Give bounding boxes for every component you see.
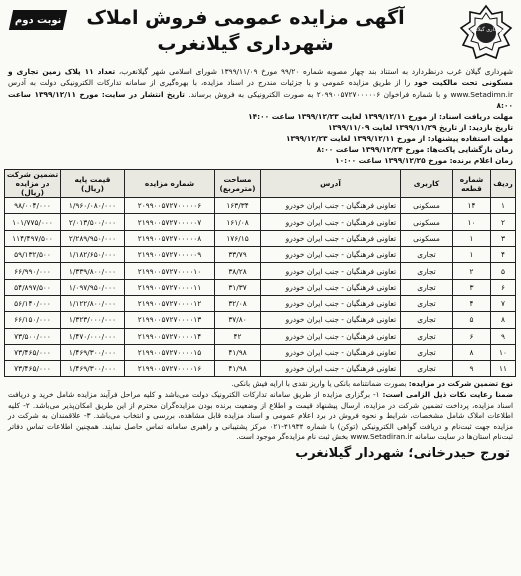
table-cell: ۴۱/۹۸: [215, 344, 261, 360]
table-cell: ۵۴/۸۹۷/۵۰۰: [5, 279, 61, 295]
table-cell: ۴۱/۹۸: [215, 361, 261, 377]
table-cell: مسکونی: [401, 230, 453, 246]
table-cell: ۷۳/۴۶۵/۰۰۰: [5, 344, 61, 360]
date-line: مهلت استفاده پیشنهاد: از مورخ ۱۳۹۹/۱۲/۱۱ لغایت ۱۳۹۹/۱۲/۲۳: [285, 134, 513, 144]
col-header: کاربری: [401, 170, 453, 198]
col-header: شماره قطعه: [453, 170, 491, 198]
table-row: [5, 312, 516, 328]
round-badge: نوبت دوم: [9, 10, 67, 30]
header: [5, 4, 516, 66]
col-header: شماره مزایده: [125, 170, 215, 198]
table-cell: ۳۳/۷۹: [215, 247, 261, 263]
table-cell: تعاونی فرهنگیان - جنب ایران خودرو: [261, 295, 401, 311]
table-cell: ۷۳/۴۶۵/۰۰۰: [5, 361, 61, 377]
note-guarantee: نوع تضمین شرکت در مزایده: بصورت ضمانتنامه بانکی یا واریز نقدی با ارایه فیش بانکی.: [231, 379, 513, 389]
date-line: زمان اعلام برنده: مورخ ۱۳۹۹/۱۲/۲۵ ساعت ۱۰:۰۰: [335, 156, 513, 166]
intro-text-2: تعداد ۱۱ پلاک زمین تجاری و مسکونی تحت مالکیت خود: [8, 67, 513, 88]
table-cell: تعاونی فرهنگیان - جنب ایران خودرو: [261, 230, 401, 246]
table-cell: ۲۱۹۹۰۰۵۷۲۷۰۰۰۰۱۶: [125, 361, 215, 377]
table-cell: ۲۱۹۹۰۰۵۷۲۷۰۰۰۰۱۱: [125, 279, 215, 295]
col-header: تضمین شرکت در مزایده (ریال): [5, 170, 61, 198]
table-cell: ۷۳/۵۰۰/۰۰۰: [5, 328, 61, 344]
table-cell: تجاری: [401, 312, 453, 328]
table-cell: ۶۶/۹۹۰/۰۰۰: [5, 263, 61, 279]
col-header: مساحت (مترمربع): [215, 170, 261, 198]
table-cell: ۲: [491, 214, 516, 230]
table-cell: ۱۰۱/۷۷۵/۰۰۰: [5, 214, 61, 230]
date-line: مهلت دریافت اسناد: از مورخ ۱۳۹۹/۱۲/۱۱ لغایت ۱۳۹۹/۱۲/۲۳ ساعت ۱۴:۰۰: [248, 112, 513, 122]
table-row: [5, 361, 516, 377]
intro-text-3: را از طریق مزایده عمومی و با جزئیات مندرج در اسناد مزایده، با بهره‌گیری از سامانه تدارکات الکترونیکی دولت به آدرس www.Setadimn.ir و با شماره فراخوان ۲۰۹۹۰۰۵۷۲۷۰۰۰۰۰۶ به صورت الکترونیکی به فروش برساند.: [8, 78, 513, 99]
table-cell: ۱/۱۸۲/۶۵۰/۰۰۰: [61, 247, 125, 263]
table-cell: ۱/۴۶۹/۳۰۰/۰۰۰: [61, 344, 125, 360]
notes-block: [8, 379, 513, 443]
table-cell: ۱/۴۶۹/۳۰۰/۰۰۰: [61, 361, 125, 377]
logo-text: شهرداری گیلانغرب: [466, 27, 506, 33]
col-header: آدرس: [261, 170, 401, 198]
table-cell: ۶۶/۱۵۰/۰۰۰: [5, 312, 61, 328]
table-cell: تجاری: [401, 361, 453, 377]
table-cell: ۳: [491, 230, 516, 246]
table-cell: تجاری: [401, 247, 453, 263]
table-row: [5, 230, 516, 246]
table-cell: ۱۴: [453, 198, 491, 214]
table-cell: تعاونی فرهنگیان - جنب ایران خودرو: [261, 279, 401, 295]
table-cell: ۳۷/۸۰: [215, 312, 261, 328]
table-row: [5, 328, 516, 344]
table-cell: ۲۱۹۹۰۰۵۷۲۷۰۰۰۰۱۳: [125, 312, 215, 328]
table-cell: ۱۶۱/۰۸: [215, 214, 261, 230]
table-cell: ۱۱۴/۴۹۷/۵۰۰: [5, 230, 61, 246]
table-cell: ۱: [453, 230, 491, 246]
table-cell: تجاری: [401, 295, 453, 311]
table-cell: تجاری: [401, 279, 453, 295]
table-cell: ۱: [491, 198, 516, 214]
table-row: [5, 263, 516, 279]
table-cell: ۵۹/۱۳۲/۵۰۰: [5, 247, 61, 263]
table-cell: ۱/۴۷۰/۰۰۰/۰۰۰: [61, 328, 125, 344]
table-cell: تعاونی فرهنگیان - جنب ایران خودرو: [261, 214, 401, 230]
table-cell: ۱/۳۳۹/۸۰۰/۰۰۰: [61, 263, 125, 279]
table-cell: ۲۱۹۹۰۰۵۷۲۷۰۰۰۰۰۷: [125, 214, 215, 230]
table-cell: ۳۱/۳۷: [215, 279, 261, 295]
table-cell: ۲۱۹۹۰۰۵۷۲۷۰۰۰۰۱۵: [125, 344, 215, 360]
dates-block: [8, 111, 513, 166]
page-subtitle: شهرداری گیلانغرب: [157, 33, 334, 55]
intro-text-4: تاریخ انتشار در سایت: مورخ ۱۳۹۹/۱۲/۱۱ ساعت ۸:۰۰: [8, 89, 513, 110]
intro-text-1: شهرداری گیلان غرب درنظردارد به استناد بند چهار مصوبه شماره ۹۹/۲۰ مورخ ۱۳۹۹/۱۱/۰۹ شورای اسلامی شهر گیلانغرب،: [115, 67, 513, 76]
table-cell: ۱: [453, 247, 491, 263]
table-cell: ۲/۲۸۹/۹۵۰/۰۰۰: [61, 230, 125, 246]
table-cell: ۳۸/۲۸: [215, 263, 261, 279]
table-cell: تعاونی فرهنگیان - جنب ایران خودرو: [261, 247, 401, 263]
table-row: [5, 295, 516, 311]
table-cell: ۶: [491, 279, 516, 295]
table-cell: تعاونی فرهنگیان - جنب ایران خودرو: [261, 198, 401, 214]
municipality-logo: [458, 4, 514, 62]
table-cell: ۱۶۳/۳۴: [215, 198, 261, 214]
table-cell: ۱۱: [491, 361, 516, 377]
table-cell: تجاری: [401, 263, 453, 279]
table-cell: مسکونی: [401, 214, 453, 230]
table-row: [5, 247, 516, 263]
table-cell: ۵: [453, 312, 491, 328]
table-cell: ۱/۹۶۰/۰۸۰/۰۰۰: [61, 198, 125, 214]
intro-paragraph: [8, 66, 513, 111]
table-cell: ۱/۳۲۳/۰۰۰/۰۰۰: [61, 312, 125, 328]
table-cell: ۹: [453, 361, 491, 377]
table-cell: مسکونی: [401, 198, 453, 214]
table-cell: تعاونی فرهنگیان - جنب ایران خودرو: [261, 263, 401, 279]
table-cell: ۱/۰۹۷/۹۵۰/۰۰۰: [61, 279, 125, 295]
table-cell: ۲: [453, 263, 491, 279]
table-cell: ۲۱۹۹۰۰۵۷۲۷۰۰۰۰۱۴: [125, 328, 215, 344]
table-cell: تعاونی فرهنگیان - جنب ایران خودرو: [261, 344, 401, 360]
table-cell: تجاری: [401, 328, 453, 344]
table-cell: ۴: [453, 295, 491, 311]
signature: تورج حیدرخانی؛ شهردار گیلانغرب: [295, 446, 510, 462]
table-row: [5, 214, 516, 230]
table-cell: تعاونی فرهنگیان - جنب ایران خودرو: [261, 312, 401, 328]
table-cell: ۷: [491, 295, 516, 311]
table-cell: ۲۱۹۹۰۰۵۷۲۷۰۰۰۰۰۹: [125, 247, 215, 263]
table-cell: ۲۱۹۹۰۰۵۷۲۷۰۰۰۰۱۰: [125, 263, 215, 279]
table-cell: ۴: [491, 247, 516, 263]
table-cell: ۶: [453, 328, 491, 344]
table-cell: تعاونی فرهنگیان - جنب ایران خودرو: [261, 361, 401, 377]
table-cell: ۲۱۹۹۰۰۵۷۲۷۰۰۰۰۰۸: [125, 230, 215, 246]
table-cell: ۲۰۹۹۰۰۵۷۲۷۰۰۰۰۰۶: [125, 198, 215, 214]
date-line: تاریخ بازدید: از تاریخ ۱۳۹۹/۱۱/۲۹ لغایت ۱۳۹۹/۱۱/۰۹: [328, 123, 513, 133]
table-cell: ۳۲/۰۸: [215, 295, 261, 311]
table-cell: ۲/۰۱۳/۵۰۰/۰۰۰: [61, 214, 125, 230]
note-requirements: ضمنا رعایت نکات ذیل الزامی است: ۱- برگزاری مزایده از طریق سامانه تدارکات الکترونیک دولت می‌باشد و کلیه مراحل فرآیند مزایده شامل خرید و دریافت اسناد مزایده، پرداخت تضمین شرکت در مزایده، ارسال پیشنهاد قیمت و اطلاع از وضعیت برنده بودن مزایده‌گران محترم از این طریق امکان‌پذیر می‌باشد. ۲- کلیه اطلاعات املاک شامل مشخصات، شرایط و نحوه فروش در برد اعلام عمومی و اسناد مزایده قابل مشاهده، بررسی و انتخاب می‌باشد. ۳- علاقمندان به شرکت در مزایده جهت ثبت‌نام و دریافت گواهی الکترونیکی (توکن) با شماره ۴۱۹۳۴-۰۲۱ مرکز پشتیبانی و راهبری سامانه تماس حاصل نمایند. همچنین اطلاعات تماس دفاتر ثبت‌نام استان‌ها در سایت سامانه www.Setadiran.ir بخش ثبت نام مزایده‌گر موجود است.: [8, 390, 514, 442]
properties-table: [4, 169, 516, 377]
table-row: [5, 344, 516, 360]
table-cell: ۸: [453, 344, 491, 360]
table-row: [5, 279, 516, 295]
table-cell: ۴۲: [215, 328, 261, 344]
col-header: ردیف: [491, 170, 516, 198]
table-cell: ۹۸/۰۰۴/۰۰۰: [5, 198, 61, 214]
table-cell: ۵: [491, 263, 516, 279]
table-cell: ۵۶/۱۴۰/۰۰۰: [5, 295, 61, 311]
table-cell: تعاونی فرهنگیان - جنب ایران خودرو: [261, 328, 401, 344]
table-cell: ۳: [453, 279, 491, 295]
table-row: [5, 198, 516, 214]
table-cell: ۸: [491, 312, 516, 328]
table-cell: ۱۷۶/۱۵: [215, 230, 261, 246]
table-cell: ۲۱۹۹۰۰۵۷۲۷۰۰۰۰۱۲: [125, 295, 215, 311]
table-cell: ۹: [491, 328, 516, 344]
table-header-row: [5, 170, 516, 198]
table-cell: ۱۰: [491, 344, 516, 360]
date-line: زمان بازگشایی پاکت‌ها: مورخ ۱۳۹۹/۱۲/۲۴ ساعت ۸:۰۰: [316, 145, 513, 155]
table-cell: تجاری: [401, 344, 453, 360]
table-cell: ۱۰: [453, 214, 491, 230]
table-cell: ۱/۱۲۲/۸۰۰/۰۰۰: [61, 295, 125, 311]
page-title: آگهی مزایده عمومی فروش املاک: [86, 7, 405, 29]
col-header: قیمت پایه (ریال): [61, 170, 125, 198]
